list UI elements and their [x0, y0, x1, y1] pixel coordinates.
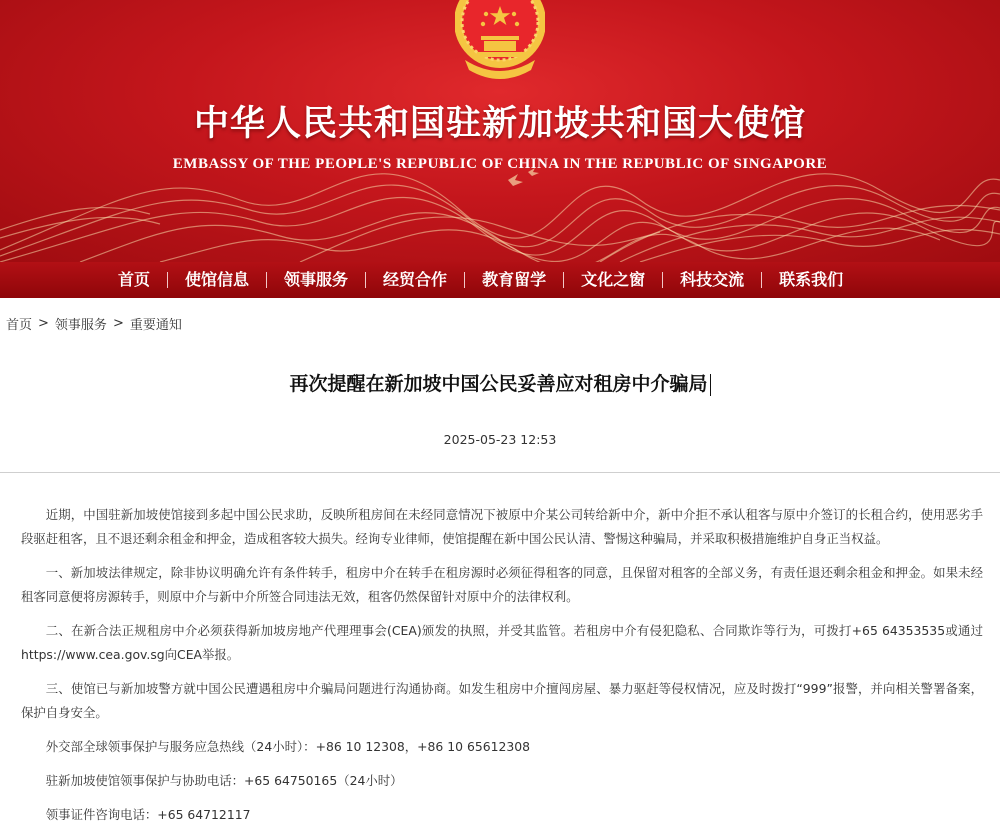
- text-cursor: [710, 374, 711, 396]
- breadcrumb-important-notice[interactable]: 重要通知: [129, 318, 182, 333]
- embassy-title-english: EMBASSY OF THE PEOPLE'S REPUBLIC OF CHINA IN THE REPUBLIC OF SINGAPORE: [172, 156, 828, 172]
- nav-item-embassy-info[interactable]: 使馆信息: [185, 270, 250, 289]
- nav-item-education[interactable]: 教育留学: [482, 270, 547, 289]
- nav-item-consular-services[interactable]: 领事服务: [284, 270, 349, 289]
- article-date: 2025-05-23 12:53: [443, 432, 557, 447]
- nav-item-home[interactable]: 首页: [118, 270, 151, 289]
- hotline-embassy: 驻新加坡使馆领事保护与协助电话：+65 64750165（24小时）: [45, 773, 403, 788]
- main-navigation: [0, 262, 1000, 298]
- article-paragraph: 三、使馆已与新加坡警方就中国公民遭遇租房中介骗局问题进行沟通协商。如发生租房中介擅闯房屋、暴力驱赶等侵权情况，应及时拨打“999”报警，并向相关警署备案，保护自身安全。: [21, 681, 983, 720]
- nav-item-economic-trade[interactable]: 经贸合作: [383, 270, 448, 289]
- divider: [0, 472, 1000, 473]
- breadcrumb: [6, 314, 182, 333]
- article-body: [21, 503, 983, 837]
- hotline-global: 外交部全球领事保护与服务应急热线（24小时）：+86 10 12308，+86 10 65612308: [45, 739, 531, 754]
- breadcrumb-home[interactable]: 首页: [6, 318, 33, 333]
- article-paragraph: 一、新加坡法律规定，除非协议明确允许有条件转手，租房中介在转手在租房源时必须征得租客的同意，且保留对租客的全部义务，有责任退还剩余租金和押金。如果未经租客同意便将房源转手，则原中介与新中介所签合同违法无效，租客仍然保留针对原中介的法律权利。: [21, 565, 983, 604]
- article-title: 再次提醒在新加坡中国公民妥善应对租房中介骗局: [289, 373, 708, 395]
- article-paragraph: 近期，中国驻新加坡使馆接到多起中国公民求助，反映所租房间在未经同意情况下被原中介某公司转给新中介，新中介拒不承认租客与原中介签订的长租合约，使用恶劣手段驱赶租客，且不退还剩余租金和押金，造成租客较大损失。经询专业律师，使馆提醒在新中国公民认清、警惕这种骗局，并采取积极措施维护自身正当权益。: [21, 507, 983, 546]
- nav-item-science-tech[interactable]: 科技交流: [680, 270, 745, 289]
- article-paragraph: 二、在新合法正规租房中介必须获得新加坡房地产代理理事会(CEA)颁发的执照，并受其监管。若租房中介有侵犯隐私、合同欺诈等行为，可拨打+65 64353535或通过https://www.cea.gov.sg向CEA举报。: [21, 623, 983, 662]
- header-banner: [0, 0, 1000, 262]
- embassy-title-chinese: 中华人民共和国驻新加坡共和国大使馆: [193, 103, 806, 144]
- national-emblem-icon: [455, 0, 545, 80]
- breadcrumb-separator: >: [112, 316, 124, 331]
- nav-item-culture[interactable]: 文化之窗: [581, 270, 646, 289]
- breadcrumb-separator: >: [38, 316, 49, 331]
- breadcrumb-consular-services[interactable]: 领事服务: [54, 318, 107, 333]
- article-title-wrap: [0, 369, 1000, 396]
- nav-item-contact-us[interactable]: 联系我们: [779, 270, 844, 289]
- hotline-documents: 领事证件咨询电话：+65 64712117: [45, 807, 251, 822]
